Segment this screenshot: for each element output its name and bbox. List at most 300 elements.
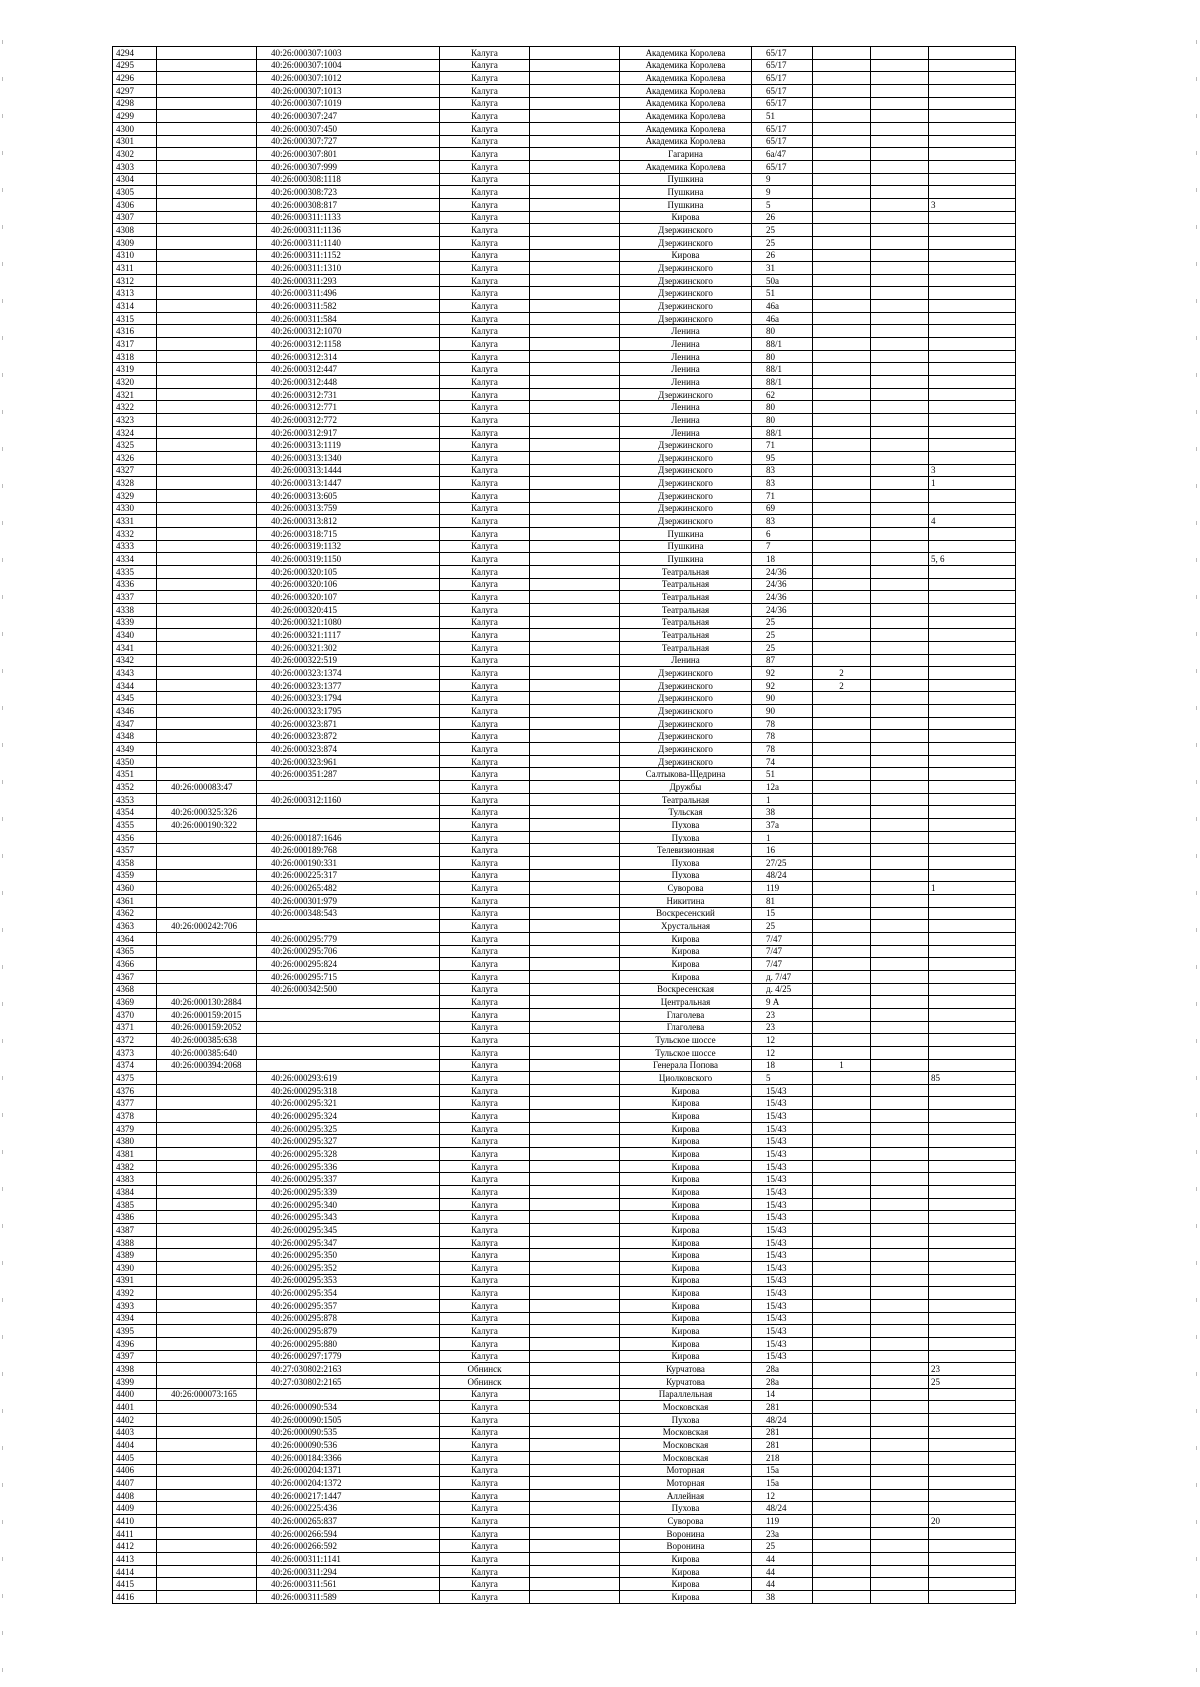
empty-column-cell (530, 350, 620, 363)
room-column-cell (871, 1312, 929, 1325)
house-number-cell: 65/17 (752, 84, 813, 97)
building-column-cell (813, 844, 871, 857)
room-column-cell (871, 553, 929, 566)
land-cadastral-number-cell (157, 1350, 257, 1363)
apartment-column-cell (929, 1173, 1016, 1186)
street-cell: Ленина (620, 414, 752, 427)
apartment-column-cell (929, 224, 1016, 237)
street-cell: Воскресенская (620, 983, 752, 996)
room-column-cell (871, 603, 929, 616)
table-row (113, 1401, 1016, 1414)
land-cadastral-number-cell (157, 1072, 257, 1085)
house-number-cell: 44 (752, 1578, 813, 1591)
city-cell: Калуга (440, 945, 530, 958)
object-cadastral-number-cell: 40:26:000311:561 (257, 1578, 440, 1591)
street-cell: Кирова (620, 1135, 752, 1148)
building-column-cell (813, 1034, 871, 1047)
house-number-cell: 15а (752, 1464, 813, 1477)
house-number-cell: 71 (752, 439, 813, 452)
apartment-column-cell (929, 1527, 1016, 1540)
room-column-cell (871, 1021, 929, 1034)
building-column-cell (813, 755, 871, 768)
city-cell: Калуга (440, 489, 530, 502)
city-cell: Калуга (440, 1072, 530, 1085)
table-row (113, 350, 1016, 363)
object-cadastral-number-cell: 40:26:000311:1310 (257, 262, 440, 275)
city-cell: Калуга (440, 414, 530, 427)
table-row (113, 1325, 1016, 1338)
row-number-cell: 4336 (113, 578, 157, 591)
empty-column-cell (530, 110, 620, 123)
city-cell: Калуга (440, 1084, 530, 1097)
city-cell: Калуга (440, 819, 530, 832)
row-number-cell: 4366 (113, 958, 157, 971)
street-cell: Салтыкова-Щедрина (620, 768, 752, 781)
city-cell: Калуга (440, 1540, 530, 1553)
table-row (113, 1312, 1016, 1325)
room-column-cell (871, 1110, 929, 1123)
land-cadastral-number-cell (157, 1591, 257, 1604)
object-cadastral-number-cell: 40:26:000323:1795 (257, 705, 440, 718)
street-cell: Академика Королева (620, 160, 752, 173)
building-column-cell (813, 869, 871, 882)
city-cell: Калуга (440, 224, 530, 237)
empty-column-cell (530, 1274, 620, 1287)
city-cell: Калуга (440, 679, 530, 692)
apartment-column-cell (929, 641, 1016, 654)
street-cell: Дзержинского (620, 300, 752, 313)
house-number-cell: 15/43 (752, 1135, 813, 1148)
street-cell: Дзержинского (620, 502, 752, 515)
building-column-cell (813, 1274, 871, 1287)
land-cadastral-number-cell (157, 641, 257, 654)
land-cadastral-number-cell (157, 882, 257, 895)
land-cadastral-number-cell: 40:26:000159:2052 (157, 1021, 257, 1034)
building-column-cell (813, 1578, 871, 1591)
apartment-column-cell (929, 907, 1016, 920)
land-cadastral-number-cell: 40:26:000242:706 (157, 920, 257, 933)
room-column-cell (871, 1160, 929, 1173)
city-cell: Калуга (440, 350, 530, 363)
building-column-cell (813, 300, 871, 313)
street-cell: Пушкина (620, 198, 752, 211)
empty-column-cell (530, 1363, 620, 1376)
house-number-cell: 38 (752, 806, 813, 819)
empty-column-cell (530, 1021, 620, 1034)
empty-column-cell (530, 932, 620, 945)
land-cadastral-number-cell (157, 603, 257, 616)
row-number-cell: 4301 (113, 135, 157, 148)
row-number-cell: 4351 (113, 768, 157, 781)
building-column-cell (813, 793, 871, 806)
building-column-cell (813, 414, 871, 427)
street-cell: Воскресенский (620, 907, 752, 920)
room-column-cell (871, 262, 929, 275)
object-cadastral-number-cell: 40:26:000323:871 (257, 717, 440, 730)
empty-column-cell (530, 274, 620, 287)
street-cell: Кирова (620, 1211, 752, 1224)
object-cadastral-number-cell: 40:26:000225:317 (257, 869, 440, 882)
city-cell: Калуга (440, 249, 530, 262)
street-cell: Кирова (620, 1578, 752, 1591)
land-cadastral-number-cell (157, 1110, 257, 1123)
city-cell: Калуга (440, 1274, 530, 1287)
table-row (113, 287, 1016, 300)
building-column-cell (813, 1388, 871, 1401)
city-cell: Калуга (440, 1502, 530, 1515)
apartment-column-cell (929, 1325, 1016, 1338)
object-cadastral-number-cell: 40:27:030802:2163 (257, 1363, 440, 1376)
street-cell: Пушкина (620, 540, 752, 553)
empty-column-cell (530, 464, 620, 477)
empty-column-cell (530, 616, 620, 629)
table-row (113, 515, 1016, 528)
apartment-column-cell (929, 1198, 1016, 1211)
building-column-cell (813, 920, 871, 933)
room-column-cell (871, 236, 929, 249)
building-column-cell (813, 1135, 871, 1148)
row-number-cell: 4315 (113, 312, 157, 325)
building-column-cell (813, 224, 871, 237)
empty-column-cell (530, 1135, 620, 1148)
table-row (113, 1148, 1016, 1161)
house-number-cell: 46а (752, 312, 813, 325)
house-number-cell: 92 (752, 667, 813, 680)
house-number-cell: 80 (752, 401, 813, 414)
house-number-cell: 15/43 (752, 1198, 813, 1211)
row-number-cell: 4405 (113, 1451, 157, 1464)
row-number-cell: 4399 (113, 1375, 157, 1388)
house-number-cell: 25 (752, 641, 813, 654)
street-cell: Кирова (620, 1350, 752, 1363)
apartment-column-cell (929, 47, 1016, 60)
table-row (113, 679, 1016, 692)
empty-column-cell (530, 148, 620, 161)
land-cadastral-number-cell (157, 502, 257, 515)
city-cell: Калуга (440, 667, 530, 680)
apartment-column-cell (929, 274, 1016, 287)
land-cadastral-number-cell (157, 1122, 257, 1135)
empty-column-cell (530, 72, 620, 85)
land-cadastral-number-cell (157, 1262, 257, 1275)
apartment-column-cell: 3 (929, 464, 1016, 477)
object-cadastral-number-cell: 40:26:000295:345 (257, 1224, 440, 1237)
land-cadastral-number-cell (157, 1097, 257, 1110)
street-cell: Дзержинского (620, 464, 752, 477)
city-cell: Калуга (440, 198, 530, 211)
land-cadastral-number-cell (157, 1439, 257, 1452)
land-cadastral-number-cell (157, 1312, 257, 1325)
land-cadastral-number-cell (157, 1160, 257, 1173)
object-cadastral-number-cell: 40:26:000189:768 (257, 844, 440, 857)
building-column-cell (813, 1072, 871, 1085)
building-column-cell (813, 489, 871, 502)
city-cell: Калуга (440, 781, 530, 794)
table-row (113, 1110, 1016, 1123)
city-cell: Калуга (440, 186, 530, 199)
city-cell: Калуга (440, 591, 530, 604)
city-cell: Калуга (440, 1034, 530, 1047)
row-number-cell: 4408 (113, 1489, 157, 1502)
land-cadastral-number-cell (157, 262, 257, 275)
row-number-cell: 4358 (113, 857, 157, 870)
object-cadastral-number-cell: 40:26:000319:1150 (257, 553, 440, 566)
empty-column-cell (530, 1401, 620, 1414)
table-row (113, 730, 1016, 743)
row-number-cell: 4348 (113, 730, 157, 743)
apartment-column-cell (929, 958, 1016, 971)
city-cell: Калуга (440, 983, 530, 996)
object-cadastral-number-cell: 40:26:000307:247 (257, 110, 440, 123)
street-cell: Кирова (620, 958, 752, 971)
apartment-column-cell (929, 894, 1016, 907)
apartment-column-cell (929, 932, 1016, 945)
room-column-cell (871, 958, 929, 971)
room-column-cell (871, 1299, 929, 1312)
apartment-column-cell (929, 540, 1016, 553)
house-number-cell: 48/24 (752, 1502, 813, 1515)
land-cadastral-number-cell (157, 414, 257, 427)
object-cadastral-number-cell: 40:26:000320:105 (257, 565, 440, 578)
table-row (113, 262, 1016, 275)
table-row (113, 325, 1016, 338)
street-cell: Глаголева (620, 1021, 752, 1034)
house-number-cell: 15а (752, 1477, 813, 1490)
table-row (113, 831, 1016, 844)
land-cadastral-number-cell (157, 1148, 257, 1161)
object-cadastral-number-cell: 40:26:000323:961 (257, 755, 440, 768)
object-cadastral-number-cell: 40:26:000295:328 (257, 1148, 440, 1161)
land-cadastral-number-cell (157, 553, 257, 566)
building-column-cell (813, 236, 871, 249)
house-number-cell: 51 (752, 768, 813, 781)
city-cell: Калуга (440, 1337, 530, 1350)
row-number-cell: 4340 (113, 629, 157, 642)
empty-column-cell (530, 1173, 620, 1186)
object-cadastral-number-cell: 40:26:000312:1160 (257, 793, 440, 806)
apartment-column-cell (929, 1160, 1016, 1173)
row-number-cell: 4294 (113, 47, 157, 60)
land-cadastral-number-cell (157, 489, 257, 502)
room-column-cell (871, 717, 929, 730)
land-cadastral-number-cell (157, 47, 257, 60)
room-column-cell (871, 1262, 929, 1275)
row-number-cell: 4352 (113, 781, 157, 794)
land-cadastral-number-cell (157, 300, 257, 313)
apartment-column-cell (929, 135, 1016, 148)
building-column-cell (813, 84, 871, 97)
land-cadastral-number-cell (157, 1287, 257, 1300)
room-column-cell (871, 1008, 929, 1021)
table-row (113, 540, 1016, 553)
object-cadastral-number-cell: 40:26:000312:917 (257, 426, 440, 439)
room-column-cell (871, 806, 929, 819)
object-cadastral-number-cell: 40:26:000266:594 (257, 1527, 440, 1540)
city-cell: Калуга (440, 160, 530, 173)
object-cadastral-number-cell: 40:26:000323:874 (257, 743, 440, 756)
land-cadastral-number-cell (157, 1401, 257, 1414)
city-cell: Калуга (440, 1439, 530, 1452)
land-cadastral-number-cell (157, 1515, 257, 1528)
room-column-cell (871, 1540, 929, 1553)
room-column-cell (871, 363, 929, 376)
room-column-cell (871, 641, 929, 654)
row-number-cell: 4381 (113, 1148, 157, 1161)
table-row (113, 122, 1016, 135)
apartment-column-cell (929, 489, 1016, 502)
table-row (113, 211, 1016, 224)
table-row (113, 743, 1016, 756)
house-number-cell: 25 (752, 1540, 813, 1553)
row-number-cell: 4360 (113, 882, 157, 895)
building-column-cell (813, 388, 871, 401)
empty-column-cell (530, 1122, 620, 1135)
row-number-cell: 4311 (113, 262, 157, 275)
empty-column-cell (530, 1489, 620, 1502)
house-number-cell: 15/43 (752, 1160, 813, 1173)
object-cadastral-number-cell: 40:26:000295:336 (257, 1160, 440, 1173)
land-cadastral-number-cell (157, 110, 257, 123)
land-cadastral-number-cell: 40:26:000130:2884 (157, 996, 257, 1009)
table-row (113, 1350, 1016, 1363)
room-column-cell (871, 122, 929, 135)
table-row (113, 1388, 1016, 1401)
object-cadastral-number-cell: 40:26:000295:357 (257, 1299, 440, 1312)
land-cadastral-number-cell (157, 274, 257, 287)
house-number-cell: 88/1 (752, 376, 813, 389)
room-column-cell (871, 1527, 929, 1540)
city-cell: Калуга (440, 578, 530, 591)
house-number-cell: 12 (752, 1489, 813, 1502)
building-column-cell (813, 983, 871, 996)
city-cell: Калуга (440, 262, 530, 275)
room-column-cell (871, 224, 929, 237)
empty-column-cell (530, 1515, 620, 1528)
apartment-column-cell (929, 72, 1016, 85)
city-cell: Калуга (440, 97, 530, 110)
house-number-cell: 9 (752, 173, 813, 186)
city-cell: Калуга (440, 173, 530, 186)
apartment-column-cell (929, 844, 1016, 857)
land-cadastral-number-cell (157, 958, 257, 971)
building-column-cell (813, 160, 871, 173)
apartment-column-cell (929, 1262, 1016, 1275)
object-cadastral-number-cell: 40:26:000342:500 (257, 983, 440, 996)
empty-column-cell (530, 1527, 620, 1540)
street-cell: Кирова (620, 1274, 752, 1287)
table-row (113, 1034, 1016, 1047)
object-cadastral-number-cell: 40:26:000312:772 (257, 414, 440, 427)
table-row (113, 376, 1016, 389)
empty-column-cell (530, 1413, 620, 1426)
row-number-cell: 4397 (113, 1350, 157, 1363)
room-column-cell (871, 1489, 929, 1502)
room-column-cell (871, 755, 929, 768)
city-cell: Калуга (440, 1059, 530, 1072)
row-number-cell: 4303 (113, 160, 157, 173)
row-number-cell: 4409 (113, 1502, 157, 1515)
house-number-cell: 218 (752, 1451, 813, 1464)
land-cadastral-number-cell (157, 945, 257, 958)
empty-column-cell (530, 654, 620, 667)
object-cadastral-number-cell (257, 1034, 440, 1047)
building-column-cell: 2 (813, 679, 871, 692)
street-cell: Никитина (620, 894, 752, 907)
street-cell: Ленина (620, 426, 752, 439)
empty-column-cell (530, 1591, 620, 1604)
apartment-column-cell (929, 970, 1016, 983)
house-number-cell: 15/43 (752, 1224, 813, 1237)
table-row (113, 983, 1016, 996)
building-column-cell (813, 1375, 871, 1388)
building-column-cell (813, 515, 871, 528)
house-number-cell: 15/43 (752, 1173, 813, 1186)
row-number-cell: 4383 (113, 1173, 157, 1186)
empty-column-cell (530, 1439, 620, 1452)
land-cadastral-number-cell: 40:26:000073:165 (157, 1388, 257, 1401)
apartment-column-cell (929, 1477, 1016, 1490)
city-cell: Калуга (440, 110, 530, 123)
apartment-column-cell (929, 84, 1016, 97)
empty-column-cell (530, 135, 620, 148)
street-cell: Дзержинского (620, 452, 752, 465)
empty-column-cell (530, 527, 620, 540)
building-column-cell (813, 819, 871, 832)
land-cadastral-number-cell (157, 970, 257, 983)
street-cell: Академика Королева (620, 110, 752, 123)
street-cell: Кирова (620, 1148, 752, 1161)
house-number-cell: 7 (752, 540, 813, 553)
building-column-cell (813, 1401, 871, 1414)
street-cell: Дзержинского (620, 477, 752, 490)
object-cadastral-number-cell: 40:26:000190:331 (257, 857, 440, 870)
house-number-cell: 80 (752, 350, 813, 363)
house-number-cell: 65/17 (752, 122, 813, 135)
row-number-cell: 4327 (113, 464, 157, 477)
building-column-cell (813, 325, 871, 338)
house-number-cell: 69 (752, 502, 813, 515)
table-row (113, 1249, 1016, 1262)
row-number-cell: 4349 (113, 743, 157, 756)
object-cadastral-number-cell (257, 781, 440, 794)
land-cadastral-number-cell (157, 907, 257, 920)
table-row (113, 1059, 1016, 1072)
apartment-column-cell (929, 527, 1016, 540)
house-number-cell: 15/43 (752, 1274, 813, 1287)
object-cadastral-number-cell: 40:26:000295:779 (257, 932, 440, 945)
empty-column-cell (530, 1325, 620, 1338)
street-cell: Кирова (620, 1122, 752, 1135)
apartment-column-cell (929, 148, 1016, 161)
street-cell: Пушкина (620, 173, 752, 186)
apartment-column-cell (929, 1287, 1016, 1300)
building-column-cell (813, 262, 871, 275)
empty-column-cell (530, 363, 620, 376)
room-column-cell (871, 477, 929, 490)
room-column-cell (871, 1401, 929, 1414)
table-row (113, 768, 1016, 781)
empty-column-cell (530, 907, 620, 920)
city-cell: Калуга (440, 831, 530, 844)
empty-column-cell (530, 1224, 620, 1237)
city-cell: Калуга (440, 1008, 530, 1021)
row-number-cell: 4389 (113, 1249, 157, 1262)
city-cell: Калуга (440, 717, 530, 730)
object-cadastral-number-cell: 40:26:000323:872 (257, 730, 440, 743)
row-number-cell: 4305 (113, 186, 157, 199)
room-column-cell (871, 1477, 929, 1490)
house-number-cell: 15/43 (752, 1337, 813, 1350)
